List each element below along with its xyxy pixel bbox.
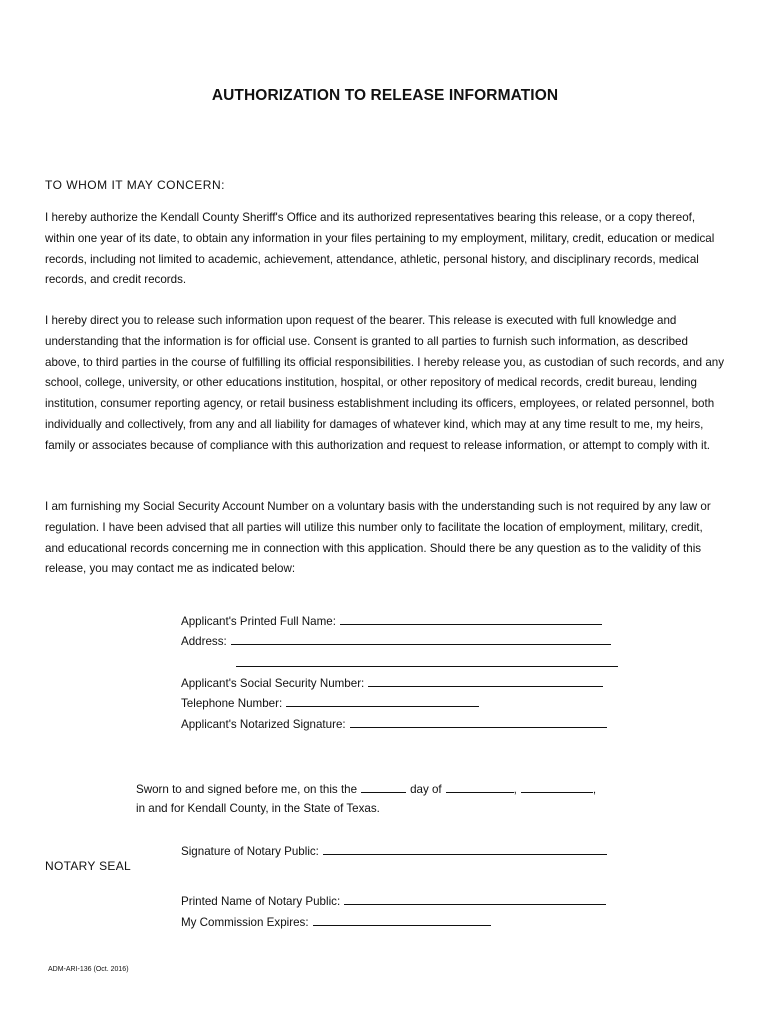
telephone-label: Telephone Number: xyxy=(181,697,283,710)
address-label: Address: xyxy=(181,635,227,648)
ssn-row xyxy=(181,675,603,691)
address-field-line-1[interactable] xyxy=(231,633,611,645)
comma-2: , xyxy=(592,783,597,796)
telephone-row xyxy=(181,695,479,711)
commission-expires-row xyxy=(181,914,491,930)
comma-1: , xyxy=(513,783,517,796)
notary-printed-name-label: Printed Name of Notary Public: xyxy=(181,895,341,908)
notary-seal-label: NOTARY SEAL xyxy=(45,859,131,873)
jurisdiction-label: in and for Kendall County, in the State of Texas. xyxy=(136,802,380,815)
salutation: TO WHOM IT MAY CONCERN: xyxy=(45,178,225,192)
jurisdiction-text xyxy=(136,802,380,816)
applicant-name-row xyxy=(181,613,602,629)
day-of-text: day of xyxy=(410,783,442,796)
form-id: ADM-ARI-136 (Oct. 2016) xyxy=(48,966,129,973)
commission-expires-field[interactable] xyxy=(313,914,491,926)
ssn-field[interactable] xyxy=(368,675,603,687)
authorization-paragraph: I hereby authorize the Kendall County Sheriff's Office and its authorized representatives bearing this release, or a copy thereof, within one year of its date, to obtain any information in your files pertaining to my employment, military, credit, education or medical records, including not limited to academic, achievement, attendance, athletic, personal history, and disciplinary records, medical records, and credit records. xyxy=(45,211,715,287)
address-field-line-2[interactable] xyxy=(236,665,618,667)
ssn-label: Applicant's Social Security Number: xyxy=(181,677,365,690)
sworn-day-field[interactable] xyxy=(361,781,406,793)
sworn-row xyxy=(136,781,596,797)
notary-signature-row xyxy=(181,843,607,859)
applicant-signature-row xyxy=(181,716,607,732)
notary-printed-name-row xyxy=(181,893,606,909)
address-row xyxy=(181,633,611,649)
notary-signature-field[interactable] xyxy=(323,843,607,855)
page-title: AUTHORIZATION TO RELEASE INFORMATION xyxy=(211,87,559,104)
commission-expires-label: My Commission Expires: xyxy=(181,916,309,929)
ssn-paragraph: I am furnishing my Social Security Account Number on a voluntary basis with the understanding such is not required by any law or regulation. I have been advised that all parties will utilize this number only to facilitate the location of employment, military, credit, and educational records concerning me in connection with this application. Should there be any question as to the validity of this release, you may contact me as indicated below: xyxy=(45,500,711,576)
applicant-name-field[interactable] xyxy=(340,613,602,625)
notary-printed-name-field[interactable] xyxy=(344,893,606,905)
applicant-signature-field[interactable] xyxy=(350,716,607,728)
applicant-name-label: Applicant's Printed Full Name: xyxy=(181,615,336,628)
sworn-year-field[interactable] xyxy=(521,781,593,793)
release-paragraph: I hereby direct you to release such information upon request of the bearer. This release is executed with full knowledge and understanding that the information is for official use. Consent is granted to all parties to furnish such information, as described above, to third parties in the course of fulfilling its official responsibilities. I hereby release you, as custodian of such records, and any school, college, university, or other educations institution, hospital, or other repository of medical records, credit bureau, lending institution, consumer reporting agency, or retail business establishment including its officers, employees, or related personnel, both individually and collectively, from any and all liability for damages of whatever kind, which may at any time result to me, my heirs, family or associates because of compliance with this authorization and request to release information, or attempt to comply with it. xyxy=(45,314,725,452)
sworn-month-field[interactable] xyxy=(446,781,514,793)
applicant-signature-label: Applicant's Notarized Signature: xyxy=(181,718,346,731)
sworn-prefix: Sworn to and signed before me, on this the xyxy=(136,783,358,796)
telephone-field[interactable] xyxy=(286,695,479,707)
notary-signature-label: Signature of Notary Public: xyxy=(181,845,319,858)
